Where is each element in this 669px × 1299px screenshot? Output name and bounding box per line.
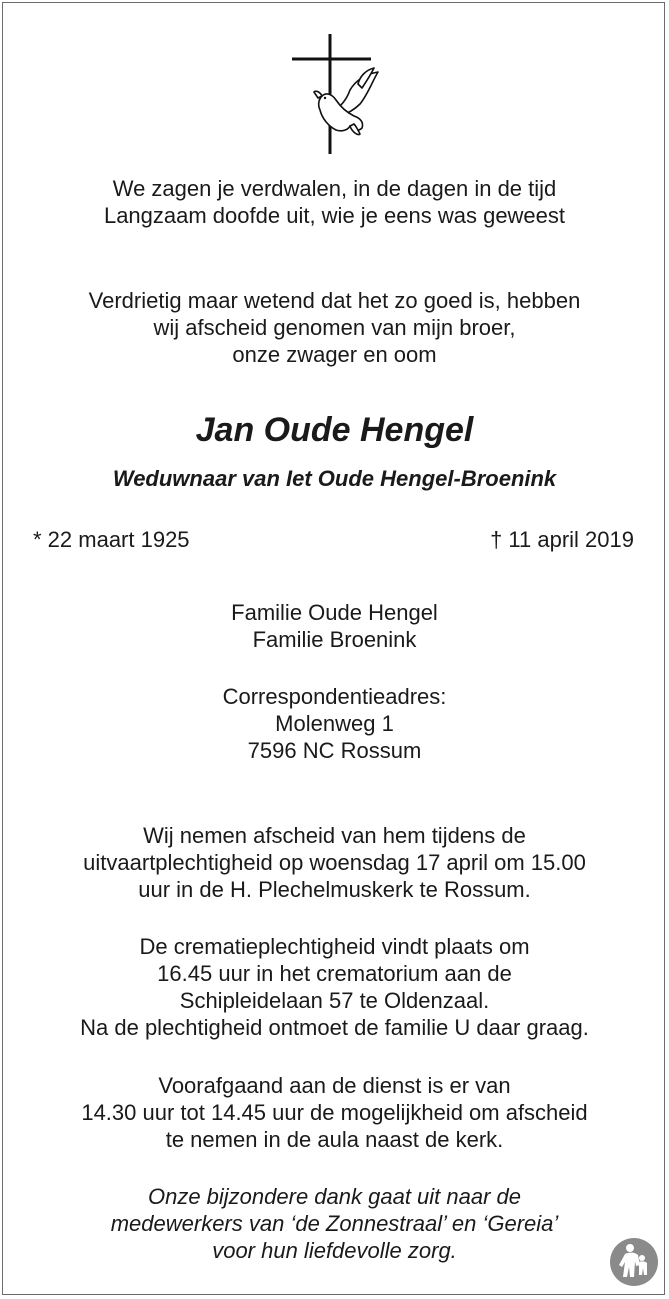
poem-line: We zagen je verdwalen, in de dagen in de tijd xyxy=(112,176,557,201)
correspondence-city: 7596 NC Rossum xyxy=(247,738,422,763)
cremation-line: Schipleidelaan 57 te Oldenzaal. xyxy=(179,988,490,1013)
viewing-line: te nemen in de aula naast de kerk. xyxy=(165,1127,504,1152)
announcement-line: onze zwager en oom xyxy=(232,342,437,367)
correspondence-label: Correspondentieadres: xyxy=(222,684,447,709)
viewing-line: Voorafgaand aan de dienst is er van xyxy=(158,1073,511,1098)
cremation-line: De crematieplechtigheid vindt plaats om xyxy=(139,934,530,959)
thanks-line: medewerkers van ‘de Zonnestraal’ en ‘Gereia’ xyxy=(110,1211,559,1236)
deceased-subtitle: Weduwnaar van Iet Oude Hengel-Broenink xyxy=(112,466,557,491)
cremation-line: Na de plechtigheid ontmoet de familie U daar graag. xyxy=(80,1015,589,1040)
poem xyxy=(0,175,669,229)
announcement xyxy=(0,287,669,368)
cremation-line: 16.45 uur in het crematorium aan de xyxy=(157,961,512,986)
service-line: uitvaartplechtigheid op woensdag 17 april om 15.00 xyxy=(83,850,586,875)
cremation-info xyxy=(0,933,669,1041)
cross-with-dove-icon xyxy=(288,32,383,156)
death-date: † 11 april 2019 xyxy=(490,527,634,552)
poem-line: Langzaam doofde uit, wie je eens was geweest xyxy=(103,203,566,228)
correspondence-address xyxy=(0,683,669,764)
birth-date: * 22 maart 1925 xyxy=(33,527,190,552)
service-line: uur in de H. Plechelmuskerk te Rossum. xyxy=(138,877,531,902)
family-line: Familie Oude Hengel xyxy=(231,600,438,625)
thanks-line: voor hun liefdevolle zorg. xyxy=(212,1238,457,1263)
deceased-name: Jan Oude Hengel xyxy=(195,411,474,449)
family-names xyxy=(0,599,669,653)
publisher-logo-icon xyxy=(609,1237,659,1287)
thanks-message xyxy=(0,1183,669,1264)
viewing-info xyxy=(0,1072,669,1153)
service-info xyxy=(0,822,669,903)
announcement-line: Verdrietig maar wetend dat het zo goed is, hebben xyxy=(88,288,581,313)
correspondence-street: Molenweg 1 xyxy=(275,711,394,736)
viewing-line: 14.30 uur tot 14.45 uur de mogelijkheid om afscheid xyxy=(81,1100,588,1125)
service-line: Wij nemen afscheid van hem tijdens de xyxy=(143,823,526,848)
thanks-line: Onze bijzondere dank gaat uit naar de xyxy=(147,1184,522,1209)
family-line: Familie Broenink xyxy=(252,627,417,652)
announcement-line: wij afscheid genomen van mijn broer, xyxy=(153,315,516,340)
